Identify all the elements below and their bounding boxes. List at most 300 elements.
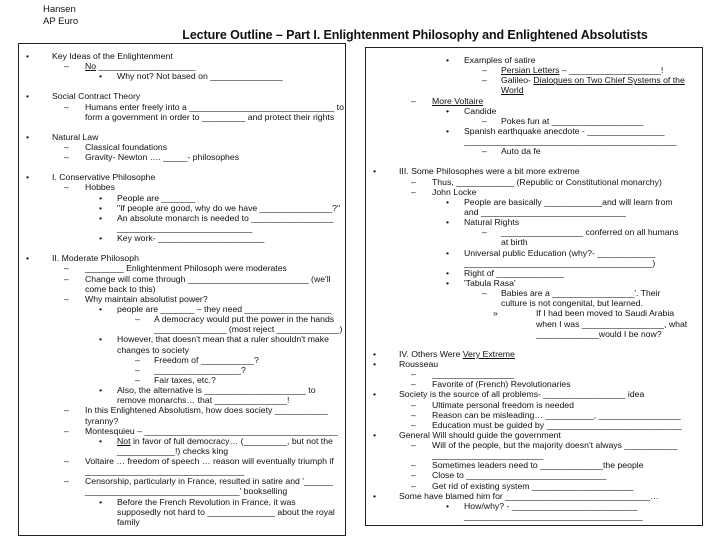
text-segment: _____________would I be now?: [536, 328, 662, 339]
outline-line: [366, 187, 702, 197]
outline-text: [85, 112, 334, 122]
text-segment: ________ Enlightenment Philosoph were moderates: [85, 263, 287, 274]
dash-marker-icon: –: [411, 470, 416, 481]
outline-text: [85, 294, 208, 304]
bullet-icon: •: [99, 71, 103, 82]
outline-line: [19, 132, 345, 142]
outline-text: [464, 511, 643, 521]
text-segment: Natural Rights: [464, 217, 520, 228]
bullet-icon: •: [99, 496, 103, 507]
text-segment: tyranny?: [85, 415, 119, 426]
text-segment: Education must be guided by ____________________________: [432, 419, 682, 430]
outline-line: [366, 85, 702, 95]
dash-marker-icon: –: [64, 456, 69, 467]
bullet-icon: •: [373, 166, 377, 177]
outline-line: [19, 345, 345, 355]
outline-line: [366, 369, 702, 379]
outline-line: [366, 227, 702, 237]
page-title: Lecture Outline – Part I. Enlightenment Philosophy and Enlightened Absolutists: [182, 28, 648, 42]
dash-marker-icon: –: [64, 273, 69, 284]
bullet-icon: •: [26, 51, 30, 61]
underlined-text: More Voltaire: [432, 95, 484, 106]
text-segment: Classical foundations: [85, 141, 168, 152]
outline-text: [117, 193, 195, 203]
text-segment: and ______________________________: [464, 206, 626, 217]
underlined-text: Dialogues on Two Chief Systems of the: [533, 75, 685, 86]
outline-text: [501, 237, 528, 247]
outline-line: [19, 152, 345, 162]
dash-marker-icon: –: [482, 75, 487, 86]
outline-text: [85, 102, 344, 112]
bullet-icon: •: [446, 217, 450, 228]
outline-text: [117, 213, 333, 223]
text-segment: Natural Law: [52, 131, 99, 142]
text-segment: Freedom of ___________?: [154, 354, 259, 365]
outline-text: [501, 116, 644, 126]
outline-line: [19, 456, 345, 466]
outline-line: [366, 106, 702, 116]
outline-text: [85, 152, 239, 162]
text-segment: Hobbes: [85, 182, 115, 193]
outline-line: [19, 112, 345, 122]
outline-text: [464, 197, 673, 207]
bullet-icon: •: [99, 212, 103, 223]
text-segment: at birth: [501, 237, 528, 248]
text-segment: _____________________________________: [464, 511, 643, 522]
outline-text: [85, 466, 244, 476]
text-segment: A democracy would put the power in the hands: [154, 314, 335, 325]
outline-line: [19, 314, 345, 324]
text-segment: Spanish earthquake anecdote - ________________: [464, 125, 665, 136]
underlined-text: No: [85, 61, 97, 72]
text-segment: __________________?: [154, 364, 246, 375]
dash-marker-icon: –: [64, 405, 69, 416]
outline-text: [432, 440, 678, 450]
dash-marker-icon: –: [411, 399, 416, 410]
dash-marker-icon: –: [411, 460, 416, 471]
text-segment: Babies are a _________________'. Their: [501, 288, 661, 299]
bullet-icon: •: [26, 131, 30, 142]
outline-line: [366, 146, 702, 156]
text-segment: people are _______ – they need __________________: [117, 303, 332, 314]
outline-text: [85, 426, 338, 436]
outline-text: [85, 486, 287, 496]
dash-marker-icon: –: [411, 419, 416, 430]
dash-marker-icon: –: [411, 186, 416, 197]
text-segment: when I was _________________, what: [536, 318, 688, 329]
outline-text: [399, 349, 515, 359]
bullet-icon: •: [446, 267, 450, 278]
dash-marker-icon: –: [64, 182, 69, 193]
outline-text: [85, 284, 156, 294]
outline-text: [52, 172, 155, 182]
text-segment: _________________ conferred on all humans: [501, 227, 679, 238]
dash-marker-icon: –: [64, 152, 69, 163]
outline-line: [366, 400, 702, 410]
outline-text: [501, 85, 524, 95]
dash-marker-icon: –: [64, 101, 69, 112]
outline-line: [19, 223, 345, 233]
outline-line: [19, 182, 345, 192]
outline-text: [117, 395, 289, 405]
outline-line: [366, 166, 702, 176]
dash-marker-icon: –: [135, 354, 140, 365]
outline-text: [464, 126, 664, 136]
text-segment: ____________________: [96, 61, 196, 72]
bullet-icon: •: [446, 500, 450, 511]
outline-text: [399, 166, 580, 176]
text-segment: remove monarchs… that _______________!: [117, 395, 290, 406]
outline-text: [154, 375, 216, 385]
dash-marker-icon: –: [64, 293, 69, 304]
dash-marker-icon: –: [411, 176, 416, 187]
outline-line: [366, 389, 702, 399]
outline-text: [464, 501, 637, 511]
underlined-text: Not: [117, 435, 131, 446]
outline-text: [117, 436, 333, 446]
outline-text: [85, 61, 195, 71]
outline-text: [117, 334, 329, 344]
outline-text: [52, 253, 139, 263]
underlined-text: Persian Letters: [501, 65, 560, 76]
outline-text: [432, 379, 571, 389]
bullet-icon: •: [373, 429, 377, 440]
dash-marker-icon: –: [135, 364, 140, 375]
outline-line: [19, 263, 345, 273]
dash-marker-icon: –: [135, 374, 140, 385]
text-segment: Censorship, particularly in France, resulted in satire and '______: [85, 476, 333, 487]
outline-text: [432, 369, 514, 379]
text-segment: ____________!) checks king: [117, 445, 229, 456]
outline-line: [366, 501, 702, 511]
outline-line: [366, 511, 702, 521]
outline-line: [366, 379, 702, 389]
dash-marker-icon: –: [411, 379, 416, 390]
text-segment: Montesquieu – ________________________________________: [85, 425, 338, 436]
outline-text: [52, 51, 173, 61]
outline-text: [85, 142, 167, 152]
text-segment: Society is the source of all problems- _________________ idea: [399, 389, 645, 400]
text-segment: Get rid of existing system _____________________: [432, 480, 634, 491]
outline-text: [154, 314, 334, 324]
outline-line: [366, 278, 702, 288]
outline-text: [117, 446, 228, 456]
text-segment: Fair taxes, etc.?: [154, 374, 216, 385]
outline-text: [117, 304, 332, 314]
bullet-icon: •: [373, 348, 377, 359]
outline-text: [432, 460, 644, 470]
text-segment: changes to society: [117, 344, 189, 355]
outline-line: [19, 355, 345, 365]
text-segment: Candide: [464, 105, 497, 116]
text-segment: If I had been moved to Saudi Arabia: [536, 308, 675, 319]
outline-text: [501, 298, 643, 308]
text-segment: Social Contract Theory: [52, 91, 141, 102]
outline-line: [19, 304, 345, 314]
bullet-icon: •: [99, 385, 103, 396]
text-segment: Close to _____________________________: [432, 470, 607, 481]
outline-text: [154, 324, 342, 334]
outline-text: [154, 365, 246, 375]
bullet-icon: •: [99, 233, 103, 244]
text-segment: Why not? Not based on _______________: [117, 71, 283, 82]
text-segment: An absolute monarch is needed to _________________: [117, 212, 334, 223]
text-segment: ________________________________' bookselling: [85, 486, 288, 497]
outline-line: [19, 284, 345, 294]
text-segment: People are _______: [117, 192, 196, 203]
outline-text: [464, 207, 626, 217]
outline-text: [432, 400, 574, 410]
outline-text: [464, 217, 519, 227]
outline-line: [19, 507, 345, 517]
outline-line: [366, 116, 702, 126]
outline-line: [366, 481, 702, 491]
outline-text: [117, 223, 252, 233]
dash-marker-icon: –: [64, 476, 69, 487]
outline-line: [19, 142, 345, 152]
outline-text: [536, 308, 674, 318]
outline-line: [19, 426, 345, 436]
outline-text: [399, 491, 659, 501]
outline-line: [366, 420, 702, 430]
outline-line: [366, 410, 702, 420]
outline-text: [432, 187, 476, 197]
outline-text: [117, 71, 283, 81]
bullet-icon: •: [99, 202, 103, 213]
dash-marker-icon: –: [411, 95, 416, 106]
text-segment: III. Some Philosophes were a bit more extreme: [399, 166, 580, 177]
outline-line: [366, 75, 702, 85]
outline-text: [501, 65, 663, 75]
outline-text: [501, 227, 679, 237]
dash-marker-icon: –: [482, 146, 487, 157]
dash-marker-icon: –: [482, 115, 487, 126]
outline-text: [432, 450, 543, 460]
outline-line: [19, 203, 345, 213]
text-segment: _________________________________: [85, 466, 245, 477]
outline-text: [464, 136, 677, 146]
outline-line: [19, 416, 345, 426]
outline-line: [19, 497, 345, 507]
outline-line: [366, 197, 702, 207]
outline-text: [399, 389, 644, 399]
text-segment: However, that doesn't mean that a ruler shouldn't make: [117, 334, 329, 345]
text-segment: IV. Others Were: [399, 348, 463, 359]
text-segment: People are basically ____________and will learn from: [464, 196, 673, 207]
dash-marker-icon: –: [482, 227, 487, 238]
outline-line: [19, 253, 345, 263]
outline-text: [432, 96, 483, 106]
outline-text: [52, 91, 140, 101]
text-segment: Change will come through _________________________ (we'll: [85, 273, 331, 284]
text-segment: Humans enter freely into a ______________________________ to: [85, 101, 344, 112]
outline-text: [117, 385, 316, 395]
outline-line: [19, 213, 345, 223]
outline-line: [19, 274, 345, 284]
outline-line: [19, 405, 345, 415]
outline-text: [85, 405, 328, 415]
dash-marker-icon: –: [64, 141, 69, 152]
text-segment: come back to this): [85, 283, 156, 294]
outline-line: [19, 71, 345, 81]
bullet-icon: •: [99, 435, 103, 446]
outline-text: [154, 355, 259, 365]
text-segment: John Locke: [432, 186, 477, 197]
underlined-text: World: [501, 85, 524, 96]
text-segment: Examples of satire: [464, 55, 536, 65]
outline-text: [85, 456, 334, 466]
outline-text: [85, 416, 118, 426]
outline-line: [366, 268, 702, 278]
outline-text: [52, 132, 98, 142]
text-segment: in favor of full democracy… (_________, but not the: [130, 435, 333, 446]
outline-text: [85, 182, 115, 192]
outline-text: [85, 263, 287, 273]
text-segment: Before the French Revolution in France, it was: [117, 496, 296, 507]
text-segment: supposedly not hard to ______________ about the royal: [117, 506, 335, 517]
text-segment: How/why? - __________________________: [464, 500, 638, 511]
bullet-icon: •: [99, 192, 103, 203]
outline-line: [366, 319, 702, 329]
outline-line: [366, 126, 702, 136]
outline-line: [19, 375, 345, 385]
outline-line: [366, 207, 702, 217]
outline-line: [366, 248, 702, 258]
bullet-icon: •: [26, 253, 30, 264]
outline-text: [464, 106, 496, 116]
outline-text: [464, 268, 564, 278]
text-segment: Gravity- Newton …. _____- philosophes: [85, 152, 240, 163]
dash-marker-icon: –: [411, 440, 416, 451]
underlined-text: Very Extreme: [462, 348, 515, 359]
bullet-icon: •: [446, 55, 450, 65]
outline-text: [536, 319, 687, 329]
text-segment: _________________: [432, 369, 515, 380]
text-segment: Rousseau: [399, 358, 439, 369]
text-segment: Why maintain absolutist power?: [85, 293, 208, 304]
dash-marker-icon: –: [482, 288, 487, 299]
right-outline-column: [365, 47, 703, 526]
outline-line: [366, 308, 702, 318]
author-name: Hansen: [43, 4, 76, 15]
outline-line: [19, 324, 345, 334]
outline-line: [366, 329, 702, 339]
text-segment: 'Tabula Rasa': [464, 277, 516, 288]
outline-line: [19, 446, 345, 456]
text-segment: Pokes fun at ___________________: [501, 115, 644, 126]
text-segment: ____________________________________________: [464, 136, 677, 147]
text-segment: II. Moderate Philosoph: [52, 253, 139, 264]
text-segment: Some have blamed him for ______________________________…: [399, 490, 659, 501]
outline-line: [19, 466, 345, 476]
outline-line: [19, 436, 345, 446]
text-segment: Key work- ______________________: [117, 233, 265, 244]
outline-line: [366, 359, 702, 369]
text-segment: Universal public Education (why?- ____________: [464, 247, 656, 258]
dash-marker-icon: »: [493, 308, 498, 319]
dash-marker-icon: –: [64, 263, 69, 274]
outline-text: [117, 497, 296, 507]
outline-line: [19, 395, 345, 405]
text-segment: Reason can be misleading… __________, _________________: [432, 409, 681, 420]
dash-marker-icon: –: [135, 314, 140, 325]
outline-line: [366, 430, 702, 440]
text-segment: _______________________: [432, 450, 544, 461]
outline-line: [19, 294, 345, 304]
dash-marker-icon: –: [411, 480, 416, 491]
outline-text: [117, 345, 189, 355]
outline-line: [366, 470, 702, 480]
bullet-icon: •: [26, 91, 30, 102]
outline-line: [366, 491, 702, 501]
bullet-icon: •: [373, 389, 377, 400]
bullet-icon: •: [446, 277, 450, 288]
dash-marker-icon: –: [64, 425, 69, 436]
text-segment: _______________ (most reject _____________): [154, 324, 343, 335]
outline-text: [117, 507, 335, 517]
left-outline-column: [18, 43, 346, 536]
text-segment: Also, the alternative is _____________________ to: [117, 385, 316, 396]
outline-line: [366, 460, 702, 470]
outline-text: [501, 288, 660, 298]
dash-marker-icon: –: [64, 61, 69, 72]
outline-line: [19, 334, 345, 344]
bullet-icon: •: [446, 247, 450, 258]
bullet-icon: •: [373, 358, 377, 369]
outline-line: [19, 193, 345, 203]
text-segment: Key Ideas of the Enlightenment: [52, 51, 173, 61]
outline-text: [399, 430, 561, 440]
bullet-icon: •: [446, 196, 450, 207]
outline-line: [19, 102, 345, 112]
outline-line: [366, 349, 702, 359]
text-segment: Right of ______________: [464, 267, 564, 278]
outline-line: [19, 51, 345, 61]
outline-line: [366, 258, 702, 268]
outline-text: [501, 146, 541, 156]
text-segment: I. Conservative Philosophe: [52, 172, 156, 183]
outline-text: [464, 278, 516, 288]
outline-line: [366, 217, 702, 227]
text-segment: Thus, ____________ (Republic or Constitutional monarchy): [432, 176, 662, 187]
outline-line: [19, 385, 345, 395]
bullet-icon: •: [26, 172, 30, 183]
outline-line: [366, 298, 702, 308]
outline-text: [432, 420, 682, 430]
outline-text: [464, 248, 655, 258]
bullet-icon: •: [446, 105, 450, 116]
bullet-icon: •: [446, 125, 450, 136]
dash-marker-icon: –: [482, 65, 487, 76]
course-name: AP Euro: [43, 16, 79, 27]
outline-text: [399, 359, 438, 369]
outline-line: [19, 365, 345, 375]
text-segment: Voltaire … freedom of speech … reason will eventually triumph if: [85, 456, 334, 467]
text-segment: Will of the people, but the majority doesn't always ___________: [432, 440, 678, 451]
outline-text: [501, 75, 685, 85]
outline-line: [366, 450, 702, 460]
text-segment: General Will should guide the government: [399, 429, 561, 440]
outline-line: [366, 177, 702, 187]
text-segment: "If people are good, why do we have _______________?": [117, 202, 341, 213]
outline-line: [366, 96, 702, 106]
outline-text: [117, 233, 264, 243]
outline-line: [19, 486, 345, 496]
outline-text: [85, 476, 333, 486]
outline-text: [464, 258, 655, 268]
text-segment: Ultimate personal freedom is needed: [432, 399, 574, 410]
text-segment: Sometimes leaders need to _____________the people: [432, 460, 644, 471]
